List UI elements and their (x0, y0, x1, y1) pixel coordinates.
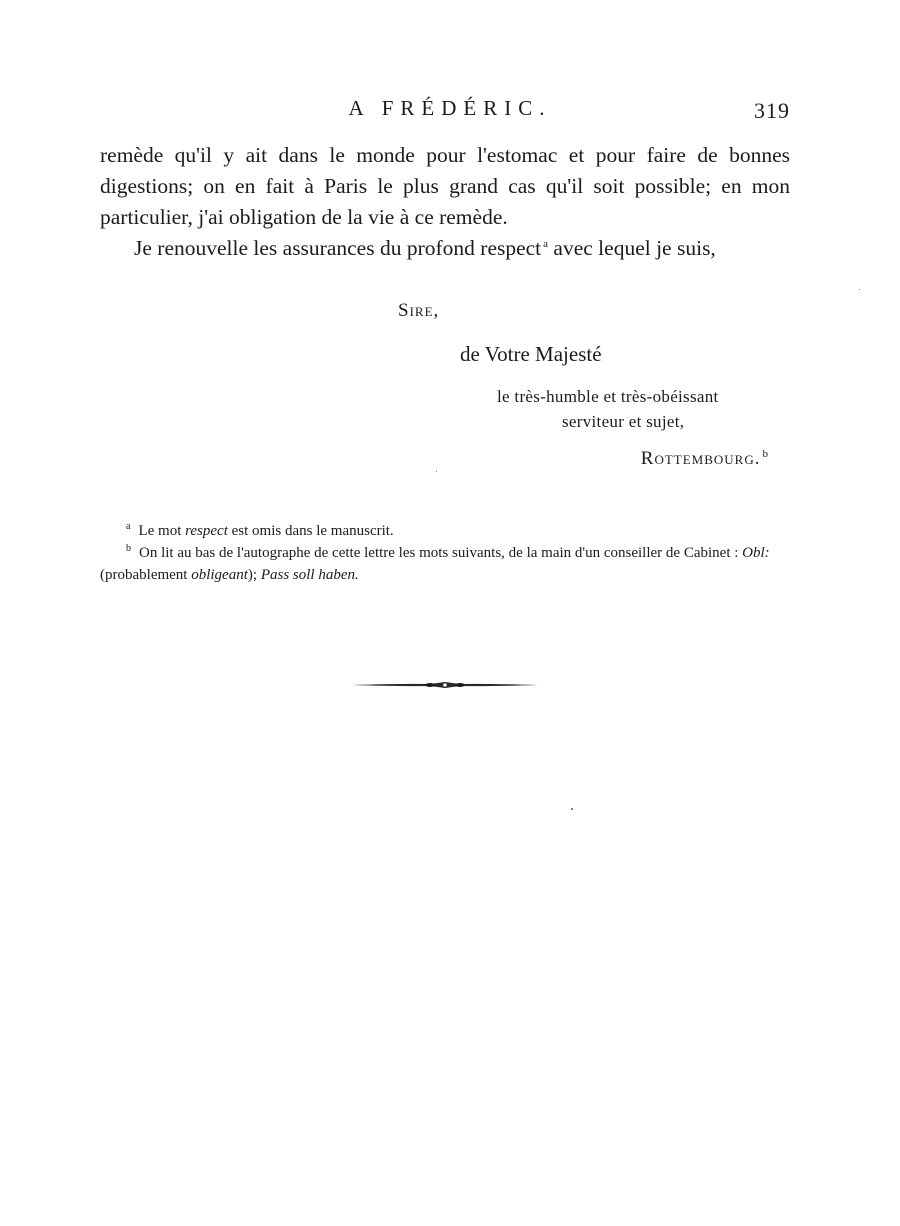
running-title: A FRÉDÉRIC. (348, 96, 552, 120)
page-number: 319 (754, 98, 790, 123)
print-speck (571, 808, 573, 810)
footnotes (100, 520, 792, 586)
footnote-b-mark: b (126, 543, 131, 554)
footnote-a-mark: a (126, 521, 131, 532)
footnote-a-tail: est omis dans le manuscrit. (227, 523, 394, 539)
footnote-b-italic-2: obligeant (191, 567, 248, 583)
signature (641, 448, 768, 470)
footnote-b-text-1: On lit au bas de l'autographe de cette lettre les mots suivants, de la main d'un conseiller de Cabinet : (139, 545, 743, 561)
salutation: Sire, (398, 300, 440, 321)
paragraph-2 (100, 233, 790, 264)
fleuron-ornament (350, 678, 540, 692)
print-speck (436, 471, 437, 472)
paragraph-2-tail: avec lequel je suis, (548, 236, 716, 260)
footnote-a-italic: respect (185, 523, 228, 539)
letter-body (100, 140, 790, 264)
footnote-ref-b: b (762, 447, 768, 460)
paragraph-2-text: Je renouvelle les assurances du profond respect (134, 236, 542, 260)
footnote-b-italic-1: Obl: (742, 545, 770, 561)
signature-name: Rottembourg. (640, 448, 761, 469)
footnote-b-italic-3: Pass soll haben. (260, 567, 359, 583)
paragraph-1: remède qu'il y ait dans le monde pour l'estomac et pour faire de bonnes digestions; on en fait à Paris le plus grand cas qu'il soit possible; en mon particulier, j'ai obligation de la vie à ce remède. (100, 143, 790, 229)
footnote-a (100, 520, 792, 542)
footnote-b-text-2: (probablement (100, 567, 192, 583)
footnote-a-text: Le mot (138, 523, 186, 539)
footnote-ref-a: a (543, 237, 549, 250)
majesty-line: de Votre Majesté (460, 342, 602, 366)
closing-line-2: serviteur et sujet, (562, 412, 685, 431)
print-speck (859, 289, 860, 290)
running-head (0, 96, 900, 126)
closing-line-1: le très-humble et très-obéissant (497, 387, 719, 406)
footnote-b-text-3: ); (247, 567, 261, 583)
footnote-b (100, 542, 792, 586)
